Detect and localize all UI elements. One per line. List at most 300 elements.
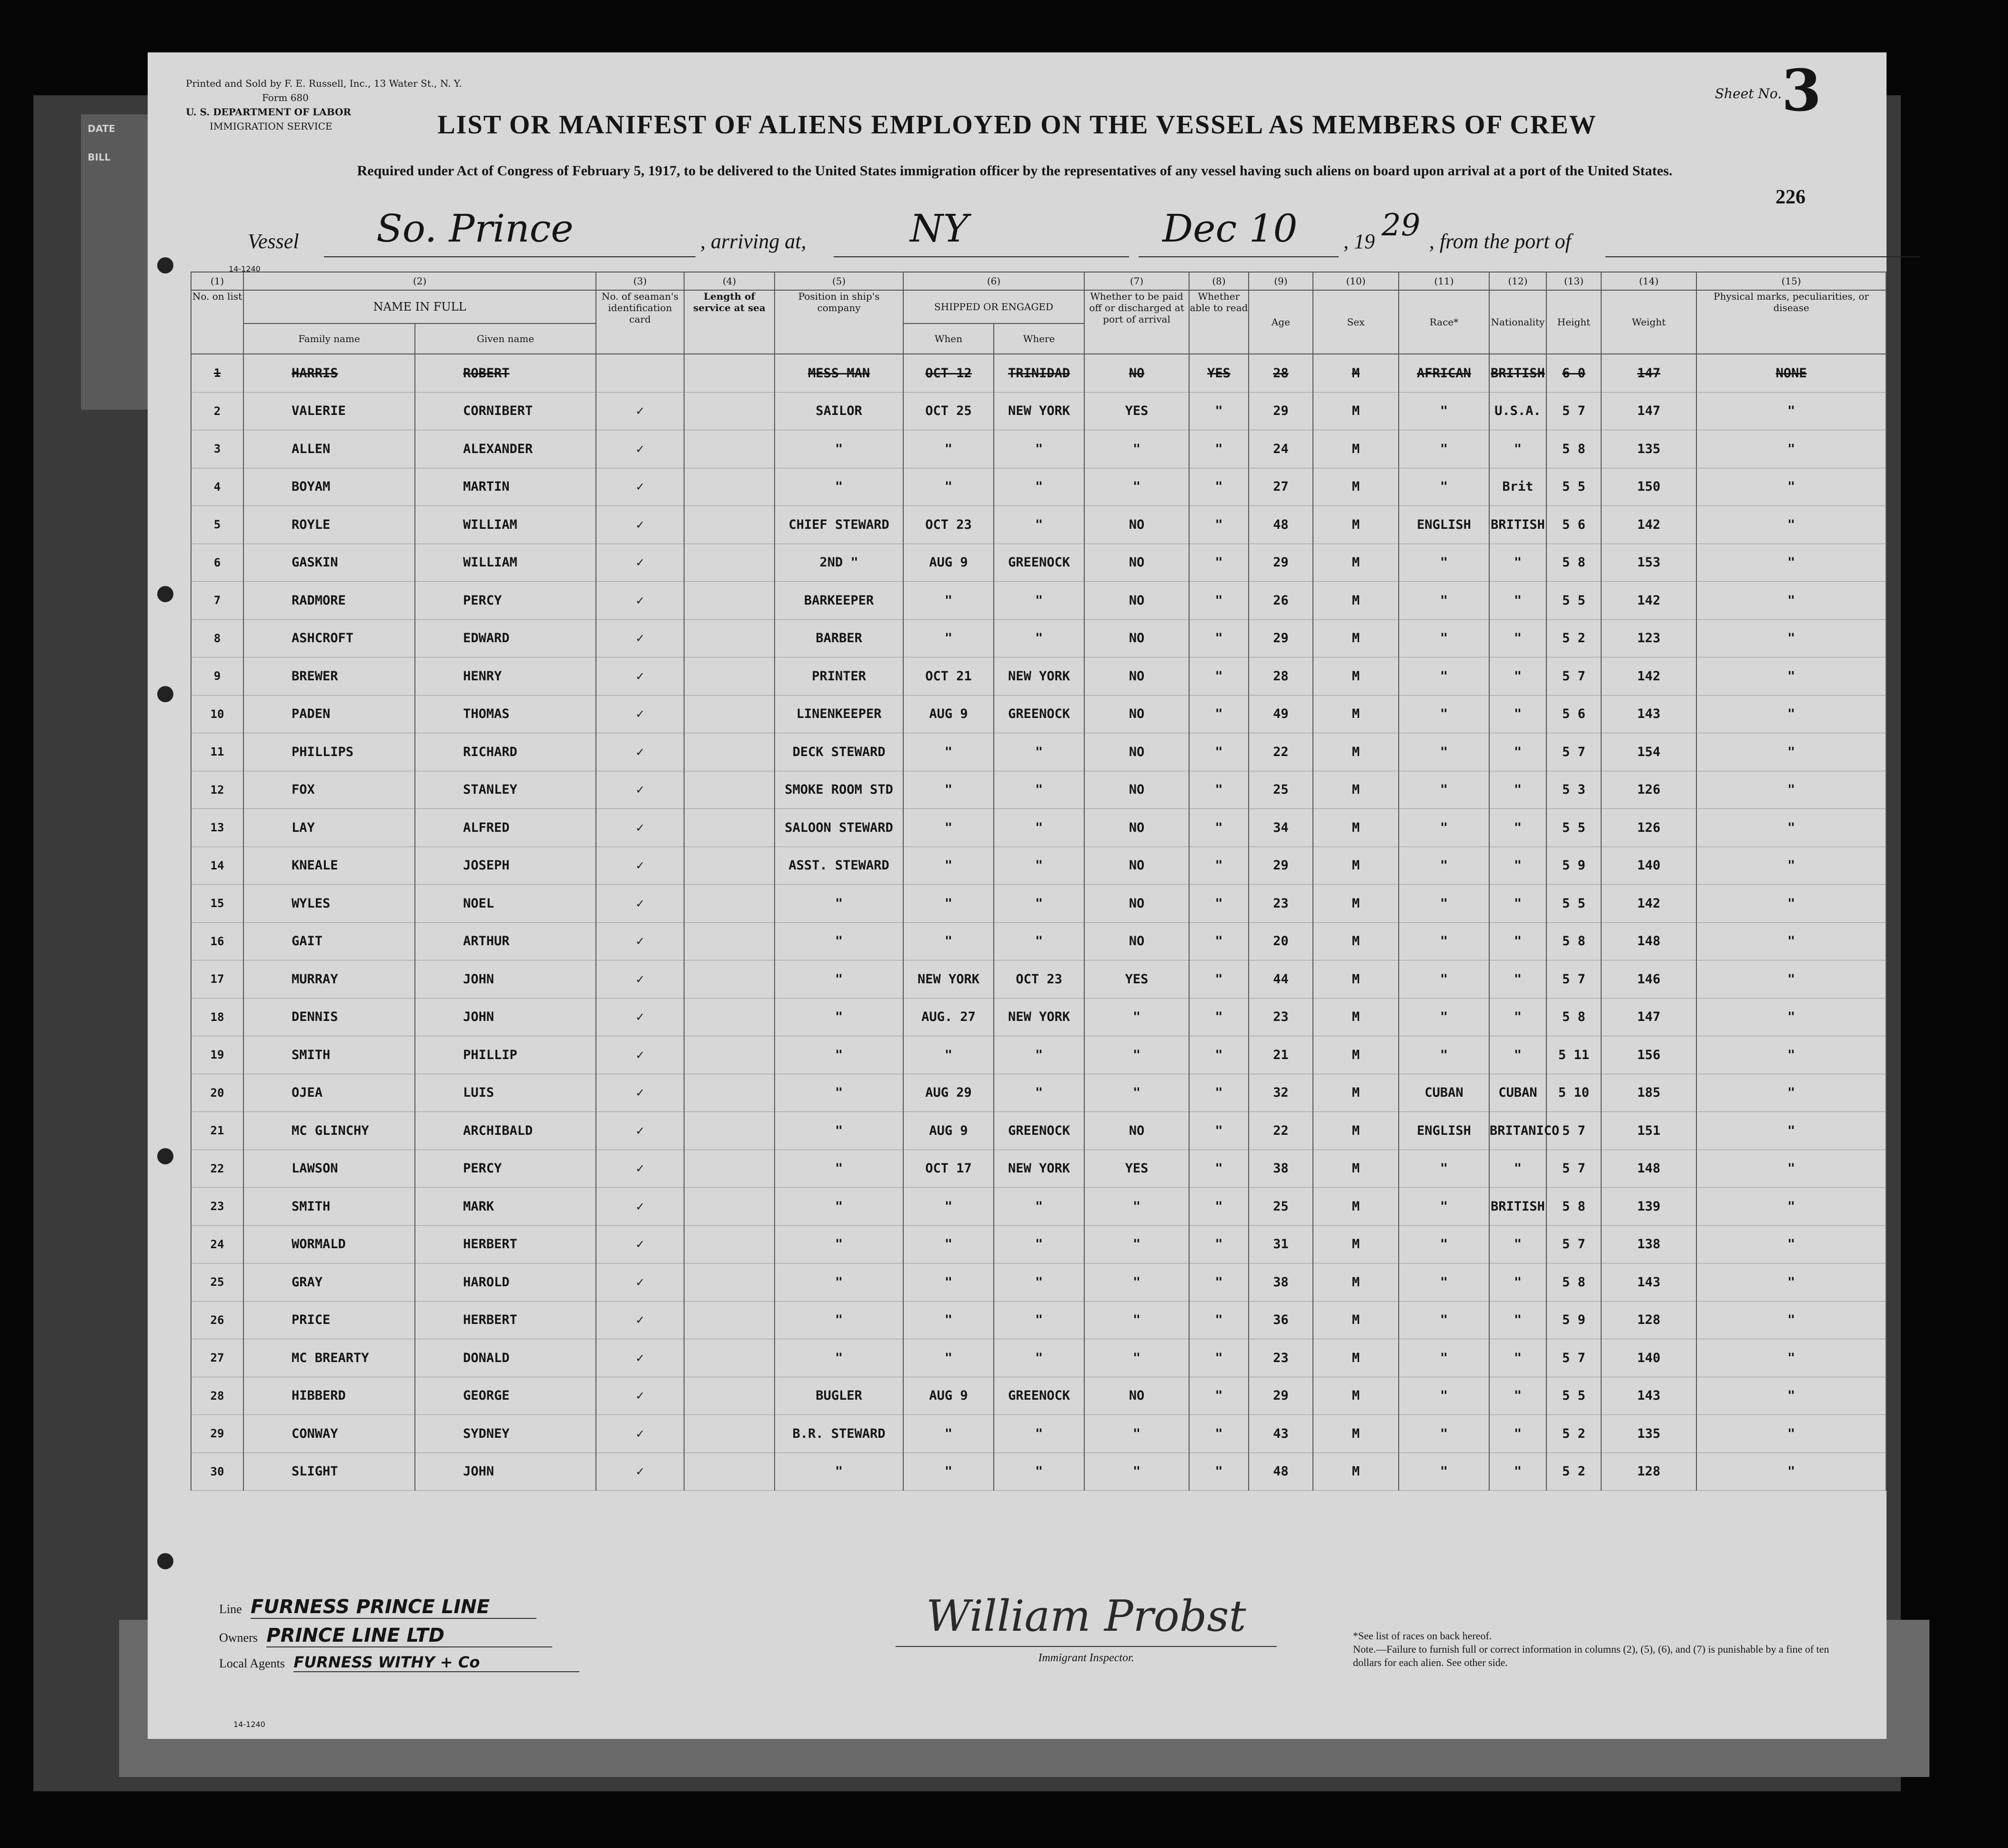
id-card-check: ✓	[596, 1036, 684, 1074]
paid-off: NO	[1084, 1112, 1189, 1150]
physical-marks: "	[1696, 1377, 1886, 1415]
form-number-small: 14-1240	[229, 264, 261, 273]
physical-marks: "	[1696, 430, 1886, 468]
paid-off: "	[1084, 1074, 1189, 1112]
paid-off: NO	[1084, 733, 1189, 771]
nationality: "	[1489, 1225, 1546, 1263]
physical-marks: "	[1696, 960, 1886, 999]
shipped-where: "	[994, 809, 1084, 847]
shipped-where: GREENOCK	[994, 695, 1084, 733]
table-row	[191, 695, 1886, 733]
family-name: RADMORE	[243, 582, 415, 620]
weight: 142	[1601, 657, 1696, 696]
physical-marks: "	[1696, 922, 1886, 960]
height: 5 9	[1546, 847, 1601, 885]
nationality: "	[1489, 1415, 1546, 1453]
able-to-read: "	[1189, 1377, 1249, 1415]
race: "	[1399, 695, 1489, 733]
age: 20	[1249, 922, 1313, 960]
col-num: (12)	[1489, 272, 1546, 290]
position: "	[775, 1112, 903, 1150]
header-family-name: Family name	[243, 323, 415, 354]
page-subtitle: Required under Act of Congress of February 5, 1917, to be delivered to the United States immigration officer by the representatives of any vessel having such aliens on board upon arrival at a port of the United States.	[357, 163, 1673, 179]
row-number: 23	[191, 1188, 243, 1226]
header-given-name: Given name	[415, 323, 596, 354]
given-name: EDWARD	[415, 619, 596, 657]
family-name: MC BREARTY	[243, 1339, 415, 1377]
age: 29	[1249, 1377, 1313, 1415]
shipped-when: "	[903, 619, 994, 657]
able-to-read: "	[1189, 1225, 1249, 1263]
paid-off: "	[1084, 998, 1189, 1036]
from-label: , from the port of	[1429, 230, 1571, 253]
weight: 146	[1601, 960, 1696, 999]
id-card-check: ✓	[596, 619, 684, 657]
given-name: THOMAS	[415, 695, 596, 733]
sex: M	[1313, 809, 1399, 847]
race: "	[1399, 1453, 1489, 1491]
race: "	[1399, 430, 1489, 468]
age: 23	[1249, 885, 1313, 923]
able-to-read: "	[1189, 960, 1249, 999]
shipped-where: TRINIDAD	[994, 354, 1084, 392]
given-name: HAROLD	[415, 1263, 596, 1302]
shipped-when: "	[903, 1263, 994, 1302]
shipped-where: GREENOCK	[994, 1112, 1084, 1150]
col-num: (4)	[684, 272, 775, 290]
age: 29	[1249, 619, 1313, 657]
physical-marks: "	[1696, 771, 1886, 809]
able-to-read: "	[1189, 847, 1249, 885]
shipped-where: "	[994, 1036, 1084, 1074]
weight: 126	[1601, 771, 1696, 809]
shipped-where: "	[994, 847, 1084, 885]
sheet-number	[1715, 57, 1822, 124]
family-name: DENNIS	[243, 998, 415, 1036]
underline	[834, 256, 1129, 257]
given-name: CORNIBERT	[415, 392, 596, 430]
id-card-check: ✓	[596, 1453, 684, 1491]
height: 5 5	[1546, 1377, 1601, 1415]
length-of-service	[684, 1225, 775, 1263]
position: BARKEEPER	[775, 582, 903, 620]
shipped-when: "	[903, 1453, 994, 1491]
nationality: "	[1489, 922, 1546, 960]
sex: M	[1313, 619, 1399, 657]
position: "	[775, 1036, 903, 1074]
nationality: BRITISH	[1489, 1188, 1546, 1226]
table-row	[191, 847, 1886, 885]
year-prefix: , 19	[1343, 230, 1375, 253]
length-of-service	[684, 847, 775, 885]
penalty-note: Note.—Failure to furnish full or correct information in columns (2), (5), (6), and (7) is punishable by a fine of ten dollars for each alien. See other side.	[1353, 1643, 1829, 1668]
shipped-when: OCT 17	[903, 1150, 994, 1188]
nationality: U.S.A.	[1489, 392, 1546, 430]
shipped-where: "	[994, 582, 1084, 620]
weight: 142	[1601, 506, 1696, 544]
given-name: PERCY	[415, 1150, 596, 1188]
able-to-read: "	[1189, 430, 1249, 468]
weight: 147	[1601, 998, 1696, 1036]
age: 22	[1249, 733, 1313, 771]
height: 5 5	[1546, 582, 1601, 620]
race: AFRICAN	[1399, 354, 1489, 392]
height: 5 2	[1546, 1415, 1601, 1453]
height: 5 7	[1546, 1225, 1601, 1263]
sex: M	[1313, 922, 1399, 960]
able-to-read: "	[1189, 392, 1249, 430]
position: "	[775, 885, 903, 923]
sex: M	[1313, 1036, 1399, 1074]
agents-value: FURNESS WITHY + Co	[293, 1653, 579, 1672]
physical-marks: "	[1696, 1188, 1886, 1226]
table-row	[191, 1225, 1886, 1263]
table-row	[191, 468, 1886, 506]
race: "	[1399, 733, 1489, 771]
weight: 185	[1601, 1074, 1696, 1112]
paid-off: "	[1084, 1301, 1189, 1339]
weight: 153	[1601, 544, 1696, 582]
shipped-when: OCT 21	[903, 657, 994, 696]
race: "	[1399, 582, 1489, 620]
race: "	[1399, 847, 1489, 885]
race: "	[1399, 1225, 1489, 1263]
family-name: LAY	[243, 809, 415, 847]
age: 28	[1249, 354, 1313, 392]
footer-line	[219, 1596, 536, 1619]
position: "	[775, 1339, 903, 1377]
sex: M	[1313, 998, 1399, 1036]
paid-off: NO	[1084, 771, 1189, 809]
shipped-when: "	[903, 1225, 994, 1263]
service: IMMIGRATION SERVICE	[210, 121, 333, 132]
height: 5 3	[1546, 771, 1601, 809]
given-name: NOEL	[415, 885, 596, 923]
height: 5 2	[1546, 1453, 1601, 1491]
shipped-when: OCT 25	[903, 392, 994, 430]
shipped-where: NEW YORK	[994, 392, 1084, 430]
height: 5 5	[1546, 885, 1601, 923]
weight: 142	[1601, 885, 1696, 923]
length-of-service	[684, 1339, 775, 1377]
position: SALOON STEWARD	[775, 809, 903, 847]
sex: M	[1313, 885, 1399, 923]
length-of-service	[684, 1036, 775, 1074]
col-num: (15)	[1696, 272, 1886, 290]
stamp-number: 226	[1776, 186, 1806, 208]
given-name: ALFRED	[415, 809, 596, 847]
id-card-check: ✓	[596, 1415, 684, 1453]
paid-off: "	[1084, 430, 1189, 468]
age: 21	[1249, 1036, 1313, 1074]
age: 24	[1249, 430, 1313, 468]
able-to-read: YES	[1189, 354, 1249, 392]
race: "	[1399, 392, 1489, 430]
form-number: Form 680	[262, 92, 309, 103]
row-number: 25	[191, 1263, 243, 1302]
race: "	[1399, 1339, 1489, 1377]
header-name-in-full: NAME IN FULL	[243, 290, 596, 323]
family-name: PADEN	[243, 695, 415, 733]
nationality: BRITANICO	[1489, 1112, 1546, 1150]
given-name: JOHN	[415, 960, 596, 999]
height: 5 6	[1546, 695, 1601, 733]
physical-marks: "	[1696, 695, 1886, 733]
length-of-service	[684, 354, 775, 392]
shipped-when: OCT 12	[903, 354, 994, 392]
shipped-when: AUG 9	[903, 544, 994, 582]
weight: 128	[1601, 1301, 1696, 1339]
shipped-when: "	[903, 1301, 994, 1339]
paid-off: YES	[1084, 392, 1189, 430]
row-number: 10	[191, 695, 243, 733]
paid-off: NO	[1084, 847, 1189, 885]
able-to-read: "	[1189, 619, 1249, 657]
id-card-check: ✓	[596, 998, 684, 1036]
able-to-read: "	[1189, 1263, 1249, 1302]
arriving-label: , arriving at,	[700, 230, 807, 253]
sex: M	[1313, 1301, 1399, 1339]
position: "	[775, 468, 903, 506]
age: 25	[1249, 771, 1313, 809]
height: 5 7	[1546, 960, 1601, 999]
age: 29	[1249, 847, 1313, 885]
paid-off: NO	[1084, 809, 1189, 847]
length-of-service	[684, 582, 775, 620]
shipped-when: "	[903, 468, 994, 506]
header-nationality: Nationality	[1489, 290, 1546, 354]
header-id-card: No. of seaman's identification card	[596, 290, 684, 354]
col-num: (8)	[1189, 272, 1249, 290]
weight: 123	[1601, 619, 1696, 657]
sex: M	[1313, 733, 1399, 771]
able-to-read: "	[1189, 1074, 1249, 1112]
weight: 143	[1601, 695, 1696, 733]
sex: M	[1313, 1112, 1399, 1150]
length-of-service	[684, 1188, 775, 1226]
paid-off: NO	[1084, 354, 1189, 392]
row-number: 28	[191, 1377, 243, 1415]
nationality: "	[1489, 1301, 1546, 1339]
manifest-body	[191, 354, 1886, 1491]
length-of-service	[684, 619, 775, 657]
header-weight: Weight	[1601, 290, 1696, 354]
position: 2ND "	[775, 544, 903, 582]
row-number: 27	[191, 1339, 243, 1377]
height: 5 2	[1546, 619, 1601, 657]
table-row	[191, 354, 1886, 392]
header-race: Race*	[1399, 290, 1489, 354]
table-row	[191, 544, 1886, 582]
shipped-where: "	[994, 1453, 1084, 1491]
race: "	[1399, 1377, 1489, 1415]
given-name: ALEXANDER	[415, 430, 596, 468]
family-name: MURRAY	[243, 960, 415, 999]
signature-line	[896, 1646, 1277, 1647]
footer-agents	[219, 1653, 579, 1672]
table-row	[191, 960, 1886, 999]
shipped-where: "	[994, 885, 1084, 923]
shipped-when: "	[903, 582, 994, 620]
inspector-block	[896, 1591, 1277, 1665]
sex: M	[1313, 1377, 1399, 1415]
row-number: 20	[191, 1074, 243, 1112]
able-to-read: "	[1189, 733, 1249, 771]
footer-notes	[1353, 1629, 1829, 1669]
race: "	[1399, 544, 1489, 582]
age: 29	[1249, 544, 1313, 582]
shipped-where: GREENOCK	[994, 544, 1084, 582]
physical-marks: "	[1696, 544, 1886, 582]
id-card-check: ✓	[596, 1188, 684, 1226]
shipped-when: AUG 29	[903, 1074, 994, 1112]
sex: M	[1313, 1415, 1399, 1453]
id-card-check: ✓	[596, 1225, 684, 1263]
race: "	[1399, 960, 1489, 999]
age: 27	[1249, 468, 1313, 506]
id-card-check: ✓	[596, 1339, 684, 1377]
family-name: CONWAY	[243, 1415, 415, 1453]
family-name: GASKIN	[243, 544, 415, 582]
height: 5 8	[1546, 922, 1601, 960]
shipped-when: AUG 9	[903, 695, 994, 733]
physical-marks: "	[1696, 1036, 1886, 1074]
department: U. S. DEPARTMENT OF LABOR	[186, 106, 352, 118]
punch-hole	[157, 686, 173, 702]
shipped-when: "	[903, 771, 994, 809]
row-number: 22	[191, 1150, 243, 1188]
given-name: LUIS	[415, 1074, 596, 1112]
given-name: HENRY	[415, 657, 596, 696]
table-row	[191, 885, 1886, 923]
sex: M	[1313, 1263, 1399, 1302]
sex: M	[1313, 506, 1399, 544]
family-name: WORMALD	[243, 1225, 415, 1263]
age: 34	[1249, 809, 1313, 847]
weight: 143	[1601, 1263, 1696, 1302]
given-name: DONALD	[415, 1339, 596, 1377]
col-num: (13)	[1546, 272, 1601, 290]
shipped-where: "	[994, 771, 1084, 809]
able-to-read: "	[1189, 1453, 1249, 1491]
col-num: (11)	[1399, 272, 1489, 290]
row-number: 29	[191, 1415, 243, 1453]
paid-off: "	[1084, 1036, 1189, 1074]
age: 49	[1249, 695, 1313, 733]
paid-off: "	[1084, 1225, 1189, 1263]
paid-off: "	[1084, 468, 1189, 506]
able-to-read: "	[1189, 922, 1249, 960]
position: "	[775, 1263, 903, 1302]
paid-off: NO	[1084, 619, 1189, 657]
nationality: "	[1489, 657, 1546, 696]
sex: M	[1313, 1339, 1399, 1377]
id-card-check: ✓	[596, 392, 684, 430]
sex: M	[1313, 1225, 1399, 1263]
position: "	[775, 1150, 903, 1188]
height: 5 8	[1546, 544, 1601, 582]
able-to-read: "	[1189, 1036, 1249, 1074]
age: 22	[1249, 1112, 1313, 1150]
family-name: VALERIE	[243, 392, 415, 430]
position: "	[775, 960, 903, 999]
header-position: Position in ship's company	[775, 290, 903, 354]
length-of-service	[684, 960, 775, 999]
family-name: BREWER	[243, 657, 415, 696]
physical-marks: "	[1696, 1150, 1886, 1188]
age: 43	[1249, 1415, 1313, 1453]
given-name: JOHN	[415, 1453, 596, 1491]
race: "	[1399, 771, 1489, 809]
vessel-name: So. Prince	[376, 206, 574, 251]
nationality: "	[1489, 733, 1546, 771]
shipped-where: NEW YORK	[994, 1150, 1084, 1188]
agents-label: Local Agents	[219, 1656, 285, 1670]
row-number: 7	[191, 582, 243, 620]
sex: M	[1313, 1453, 1399, 1491]
family-name: SMITH	[243, 1188, 415, 1226]
nationality: "	[1489, 998, 1546, 1036]
height: 5 8	[1546, 430, 1601, 468]
crew-manifest-table	[191, 272, 1887, 1491]
physical-marks: "	[1696, 582, 1886, 620]
row-number: 4	[191, 468, 243, 506]
race: "	[1399, 922, 1489, 960]
able-to-read: "	[1189, 771, 1249, 809]
year-suffix: 29	[1382, 208, 1421, 243]
id-card-check: ✓	[596, 1150, 684, 1188]
able-to-read: "	[1189, 657, 1249, 696]
able-to-read: "	[1189, 695, 1249, 733]
weight: 140	[1601, 847, 1696, 885]
punch-hole	[157, 257, 173, 273]
family-name: SLIGHT	[243, 1453, 415, 1491]
paid-off: NO	[1084, 506, 1189, 544]
nationality: "	[1489, 1339, 1546, 1377]
sex: M	[1313, 582, 1399, 620]
punch-hole	[157, 586, 173, 602]
shipped-where: "	[994, 1225, 1084, 1263]
nationality: BRITISH	[1489, 354, 1546, 392]
shipped-when: "	[903, 885, 994, 923]
sex: M	[1313, 847, 1399, 885]
table-row	[191, 1074, 1886, 1112]
given-name: ARCHIBALD	[415, 1112, 596, 1150]
position: BARBER	[775, 619, 903, 657]
paid-off: "	[1084, 1263, 1189, 1302]
length-of-service	[684, 1377, 775, 1415]
paid-off: NO	[1084, 582, 1189, 620]
arriving-port: NY	[910, 206, 969, 251]
side-tab-label: BILL	[88, 151, 111, 163]
id-card-check: ✓	[596, 657, 684, 696]
sheet-label: Sheet No.	[1715, 86, 1782, 101]
header-sex: Sex	[1313, 290, 1399, 354]
sex: M	[1313, 1188, 1399, 1226]
length-of-service	[684, 733, 775, 771]
row-number: 9	[191, 657, 243, 696]
height: 5 7	[1546, 657, 1601, 696]
race: "	[1399, 1263, 1489, 1302]
weight: 151	[1601, 1112, 1696, 1150]
physical-marks: "	[1696, 1301, 1886, 1339]
given-name: JOHN	[415, 998, 596, 1036]
shipped-where: NEW YORK	[994, 998, 1084, 1036]
height: 5 8	[1546, 1188, 1601, 1226]
table-row	[191, 1339, 1886, 1377]
age: 23	[1249, 1339, 1313, 1377]
physical-marks: "	[1696, 885, 1886, 923]
